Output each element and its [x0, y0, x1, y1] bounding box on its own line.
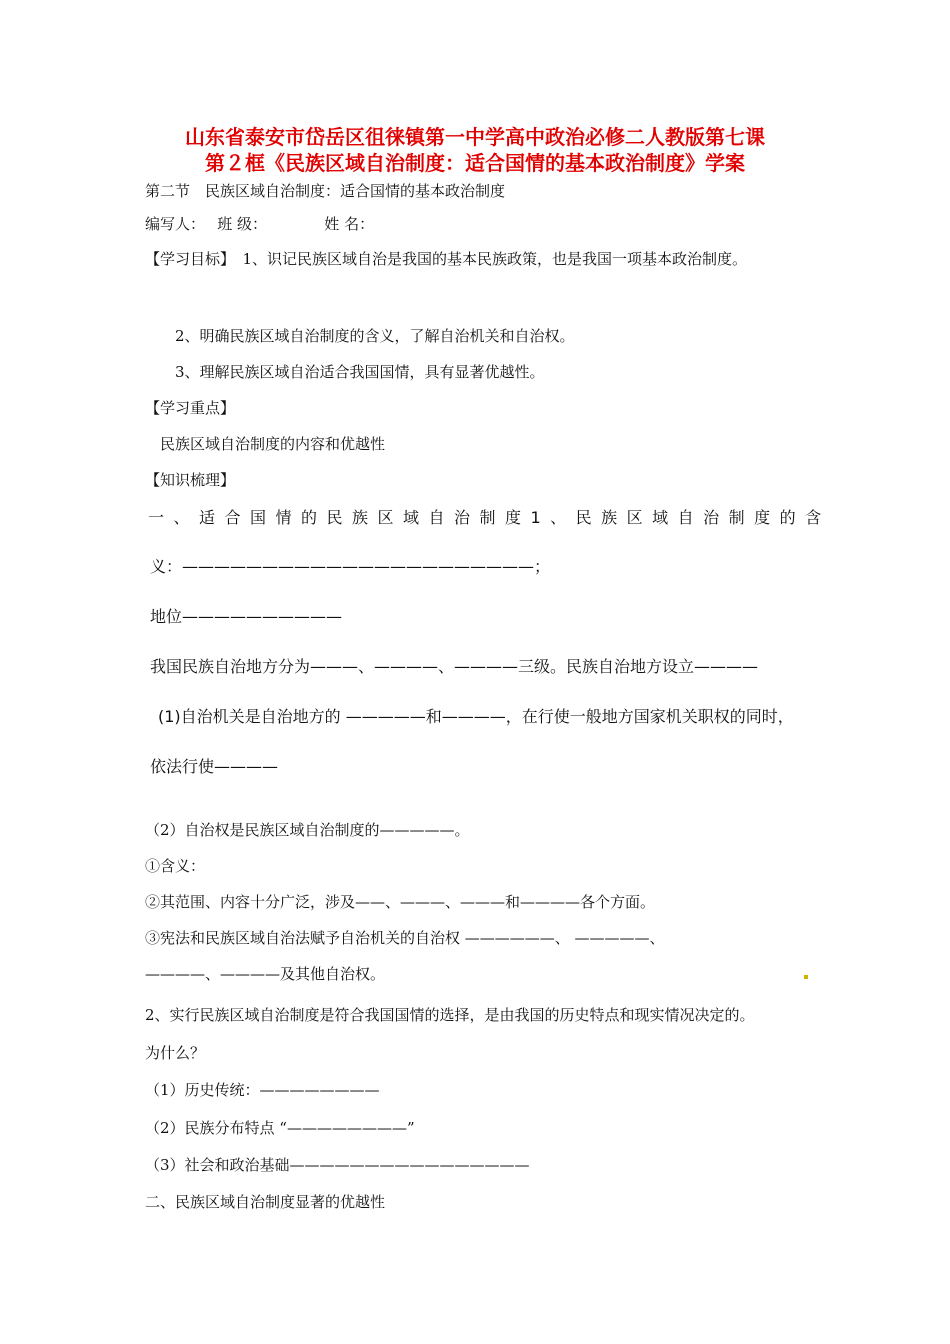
- key-points-body: 民族区域自治制度的内容和优越性: [160, 435, 386, 453]
- author-line: 编写人： 班 级： 姓 名：: [145, 215, 375, 233]
- part-two-heading: 二、民族区域自治制度显著的优越性: [145, 1193, 386, 1211]
- knowledge-line-10: ————、————及其他自治权。: [145, 965, 386, 983]
- knowledge-line-8: ②其范围、内容十分广泛，涉及——、———、———和————各个方面。: [145, 893, 656, 911]
- document-title-line-1: 山东省泰安市岱岳区徂徕镇第一中学高中政治必修二人教版第七课: [185, 125, 765, 149]
- learning-goal-1: 【学习目标】 1、识记民族区域自治是我国的基本民族政策，也是我国一项基本政治制度。: [145, 250, 748, 268]
- learning-goal-2: 2、明确民族区域自治制度的含义，了解自治机关和自治权。: [175, 327, 575, 345]
- question-line-4: （2）民族分布特点 “————————”: [145, 1119, 415, 1137]
- key-points-heading: 【学习重点】: [145, 399, 236, 417]
- question-line-1: 2、实行民族区域自治制度是符合我国国情的选择，是由我国的历史特点和现实情况决定的。: [145, 1006, 755, 1024]
- knowledge-line-2: 地位——————————: [150, 607, 343, 626]
- knowledge-line-7: ①含义：: [145, 857, 206, 875]
- learning-goal-3: 3、理解民族区域自治适合我国国情，具有显著优越性。: [175, 363, 545, 381]
- knowledge-line-9: ③宪法和民族区域自治法赋予自治机关的自治权 ——————、 —————、: [145, 929, 665, 947]
- knowledge-line-5: 依法行使————: [150, 757, 279, 776]
- document-title-line-2: 第２框《民族区域自治制度：适合国情的基本政治制度》学案: [205, 151, 745, 175]
- stray-mark: [804, 975, 808, 979]
- section-heading: 第二节 民族区域自治制度：适合国情的基本政治制度: [145, 182, 506, 200]
- question-line-2: 为什么？: [145, 1044, 206, 1062]
- knowledge-line-4: (1)自治机关是自治地方的 —————和————，在行使一般地方国家机关职权的同时，: [158, 707, 794, 726]
- knowledge-line-1b: 义：——————————————————————；: [150, 557, 551, 576]
- question-line-5: （3）社会和政治基础————————————————: [145, 1156, 530, 1174]
- knowledge-heading: 【知识梳理】: [145, 471, 236, 489]
- knowledge-line-3: 我国民族自治地方分为———、————、————三级。民族自治地方设立————: [150, 657, 759, 676]
- knowledge-line-1a: 一、适合国情的民族区域自治制度1、民族区域自治制度的含: [148, 508, 831, 527]
- question-line-3: （1）历史传统：————————: [145, 1081, 380, 1099]
- knowledge-line-6: （2）自治权是民族区域自治制度的—————。: [145, 821, 470, 839]
